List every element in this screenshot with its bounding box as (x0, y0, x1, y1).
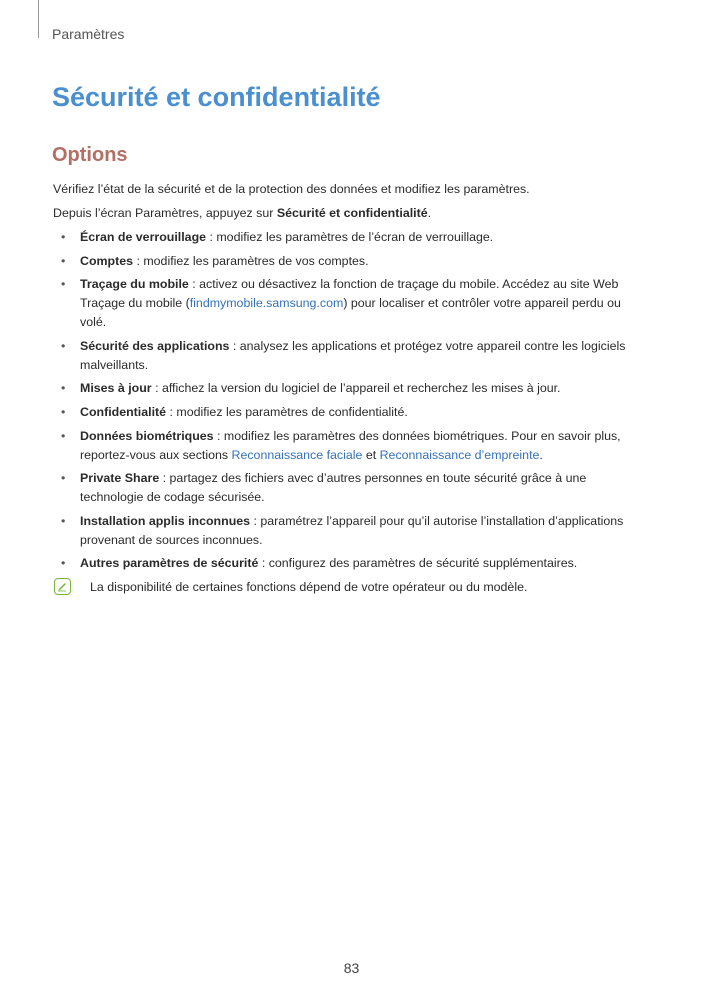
option-name: Écran de verrouillage (80, 230, 207, 244)
option-name: Confidentialité (80, 404, 167, 419)
option-description: : affichez la version du logiciel de l’appareil et recherchez les mises à jour. (151, 381, 561, 396)
page-title: Sécurité et confidentialité (52, 82, 381, 112)
bullet-icon: • (61, 428, 66, 443)
note-block (53, 578, 645, 597)
fingerprint-recognition-link[interactable]: Reconnaissance d’empreinte (379, 447, 540, 462)
bullet-icon: • (61, 404, 66, 419)
option-name: Installation applis inconnues (80, 513, 251, 528)
option-description: : paramétrez l’appareil pour qu’il autorise l’installation d’applications provenant de sources inconnues. (80, 513, 624, 547)
bullet-icon: • (61, 277, 66, 292)
option-description-middle: et (362, 447, 380, 462)
bullet-icon: • (61, 381, 66, 396)
option-name: Mises à jour (80, 381, 152, 396)
option-description-end: . (539, 447, 543, 462)
option-name: Private Share (80, 471, 160, 486)
option-name: Traçage du mobile (80, 277, 189, 292)
option-description: : modifiez les paramètres de vos comptes. (133, 253, 369, 268)
instruction-period: . (427, 206, 432, 220)
list-item (53, 379, 645, 398)
option-name: Comptes (80, 253, 134, 268)
bullet-icon: • (61, 471, 66, 486)
bullet-icon: • (61, 253, 66, 268)
intro-paragraph: Vérifiez l’état de la sécurité et de la protection des données et modifiez les paramètres. (53, 182, 530, 196)
option-description: : modifiez les paramètres des données biométriques. Pour en savoir plus, reportez-vous aux sections (80, 428, 621, 462)
breadcrumb: Paramètres (52, 26, 125, 42)
list-item (53, 275, 645, 332)
option-name: Autres paramètres de sécurité (80, 556, 259, 571)
instruction-paragraph (53, 204, 645, 223)
option-name: Données biométriques (80, 428, 214, 443)
list-item (53, 469, 645, 507)
page-number: 83 (343, 960, 360, 976)
option-description: : configurez des paramètres de sécurité supplémentaires. (258, 556, 578, 571)
option-description: : partagez des fichiers avec d’autres personnes en toute sécurité grâce à une technologie de codage sécurisée. (80, 471, 587, 505)
page-margin-rule (38, 0, 39, 38)
option-description: : modifiez les paramètres de l’écran de verrouillage. (206, 230, 494, 244)
bullet-icon: • (61, 556, 66, 571)
option-description: : analysez les applications et protégez votre appareil contre les logiciels malveillants. (80, 338, 626, 372)
list-item (53, 228, 645, 247)
option-description: : modifiez les paramètres de confidentialité. (166, 404, 408, 419)
list-item (53, 403, 645, 422)
option-name: Sécurité des applications (80, 338, 230, 353)
findmymobile-link[interactable]: findmymobile.samsung.com (189, 296, 344, 311)
instruction-text: Depuis l’écran Paramètres, appuyez sur (53, 206, 277, 220)
bullet-icon: • (61, 338, 66, 353)
content-body (53, 180, 645, 597)
note-text: La disponibilité de certaines fonctions dépend de votre opérateur ou du modèle. (90, 579, 528, 594)
list-item (53, 512, 645, 550)
options-list (53, 228, 645, 573)
list-item (53, 252, 645, 271)
list-item (53, 427, 645, 465)
bullet-icon: • (61, 513, 66, 528)
list-item (53, 554, 645, 573)
bullet-icon: • (61, 230, 66, 244)
option-description: : activez ou désactivez la fonction de traçage du mobile. Accédez au site Web Traçage du mobile ( (80, 277, 619, 311)
section-heading: Options (52, 144, 128, 166)
instruction-menu-path: Sécurité et confidentialité (276, 206, 428, 220)
list-item (53, 337, 645, 375)
face-recognition-link[interactable]: Reconnaissance faciale (231, 447, 363, 462)
note-pencil-icon (54, 578, 71, 595)
option-description-end: ) pour localiser et contrôler votre appareil perdu ou volé. (80, 296, 621, 330)
